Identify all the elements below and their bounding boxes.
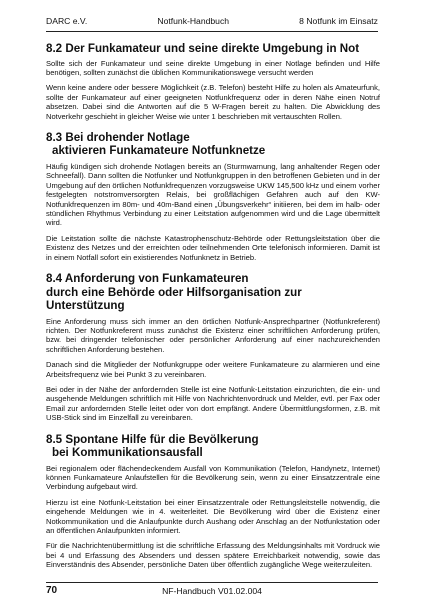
paragraph: Hierzu ist eine Notfunk-Leitstation bei einer Einsatzzentrale oder Rettungsleitstelle notwendig, die eingehende Meldungen wie in 4. weiterleitet. Die Bevölkerung wird über die Existenz einer Notkommunikation und die Anlaufpunkte durch Aushang oder Anschlag an der Notfunkstation oder an öffentlichen Anlaufpunkten informiert. — [46, 497, 380, 535]
paragraph: Sollte sich der Funkamateur und seine direkte Umgebung in einer Notlage befinden und Hilfe benötigen, sollten zunächst die üblichen Kommunikationswege versucht werden — [46, 58, 380, 77]
page-body — [46, 42, 380, 580]
paragraph: Die Leitstation sollte die nächste Katastrophenschutz-Behörde oder Rettungsleitstation über die Existenz des Netzes und der erreichten oder teilnehmenden Orte telefonisch informieren. Damit ist in einem Notfall sofort ein existierendes Notfunknetz in Betrieb. — [46, 233, 380, 262]
header-rule — [46, 31, 378, 32]
section-heading-line1: 8.3 Bei drohender Notlage — [46, 130, 190, 144]
section-heading — [46, 42, 380, 56]
footer-version: NF-Handbuch V01.02.004 — [162, 586, 262, 596]
section-heading-line1: 8.5 Spontane Hilfe für die Bevölkerung — [46, 432, 259, 446]
section-8-4 — [46, 272, 380, 423]
section-heading — [46, 433, 380, 460]
section-8-3 — [46, 131, 380, 262]
section-heading-line2: bei Kommunikationsausfall — [52, 446, 203, 460]
section-heading-line2: durch eine Behörde oder Hilfsorganisation zur Unterstützung — [46, 285, 302, 312]
paragraph: Häufig kündigen sich drohende Notlagen bereits an (Sturmwarnung, lang anhaltender Regen oder Schneefall). Dann sollten die Notfunker und Notfunkgruppen in den betroffenen Gebieten und in der Umgebung auf den örtlichen Notfunkfrequenzen vorzugsweise UKW 145,500 kHz und einem vorher festgelegten notstromversorgten Relais, bei großflächigen Gefahren auch auf den KW-Notfunkfrequenzen im 80m- und 40m-Band einen „Übungsverkehr“ initiieren, bei dem im halb- oder stündlichen Rhythmus Verbindung zu einer Leitstation aufgenommen wird und die Lage übermittelt wird. — [46, 161, 380, 228]
header-book-title: Notfunk-Handbuch — [157, 16, 230, 26]
section-8-5 — [46, 433, 380, 570]
page-number: 70 — [46, 585, 58, 596]
paragraph: Bei regionalem oder flächendeckendem Ausfall von Kommunikation (Telefon, Handynetz, Internet) können Funkamateure Anlaufstellen für die Bevölkerung sein, wenn zu einer Einsatzzentrale eine Verbindung aufgebaut wird. — [46, 463, 380, 492]
paragraph: Bei oder in der Nähe der anfordernden Stelle ist eine Notfunk-Leitstation einzurichten, die ein- und ausgehende Meldungen schriftlich mit Hilfe von Nachrichtenvordruck und Melder, evtl. per Fax oder Email zur anfordernden Stelle leitet oder von dort empfängt. Andere Übermittlungsformen, z.B. mit USB-Stick sind im Einzelfall zu vereinbaren. — [46, 384, 380, 423]
section-heading — [46, 131, 380, 158]
paragraph: Wenn keine andere oder bessere Möglichkeit (z.B. Telefon) besteht Hilfe zu holen als Amateurfunk, sollte der Funkamateur auf einer geeigneten Notfunkfrequenz oder in deren Nähe einen Notruf absetzen. Dabei sind die Antworten auf die 5 W-Fragen bereit zu halten. Die Abwicklung des Notverkehr geschieht in gleicher Weise wie unter 1 beschrieben mit vertauschten Rollen. — [46, 83, 380, 121]
section-8-2 — [46, 42, 380, 121]
section-heading-line2: aktivieren Funkamateure Notfunknetze — [52, 144, 266, 158]
header-organization: DARC e.V. — [46, 16, 88, 26]
paragraph: Eine Anforderung muss sich immer an den örtlichen Notfunk-Ansprechpartner (Notfunkreferent) richten. Der Notfunkreferent muss zunächst die Existenz einer schriftlichen Anforderung prüfen, bzw. bei dringender telefonischer oder persönlicher Anforderung auf einer nachzureichenden schriftlichen Anforderung bestehen. — [46, 316, 380, 354]
paragraph: Danach sind die Mitglieder der Notfunkgruppe oder weitere Funkamateure zu alarmieren und eine Arbeitsfrequenz wie bei Punkt 3 zu vereinbaren. — [46, 360, 380, 379]
section-heading-line1: 8.4 Anforderung von Funkamateuren — [46, 272, 249, 285]
footer-rule — [46, 582, 378, 583]
running-header — [46, 16, 378, 28]
section-heading-line1: 8.2 Der Funkamateur und seine direkte Umgebung in Not — [46, 42, 360, 55]
header-chapter: 8 Notfunk im Einsatz — [299, 16, 378, 26]
section-heading — [46, 272, 380, 313]
paragraph: Für die Nachrichtenübermittlung ist die schriftliche Erfassung des Meldungsinhalts mit Vordruck wie bei 4 und Erfassung des Absenders und dessen spätere Erreichbarkeit notwendig, sowie das Einverständnis des Absender, persönliche Daten über öffentlich zugängliche Wege weiterzuleiten. — [46, 541, 380, 570]
